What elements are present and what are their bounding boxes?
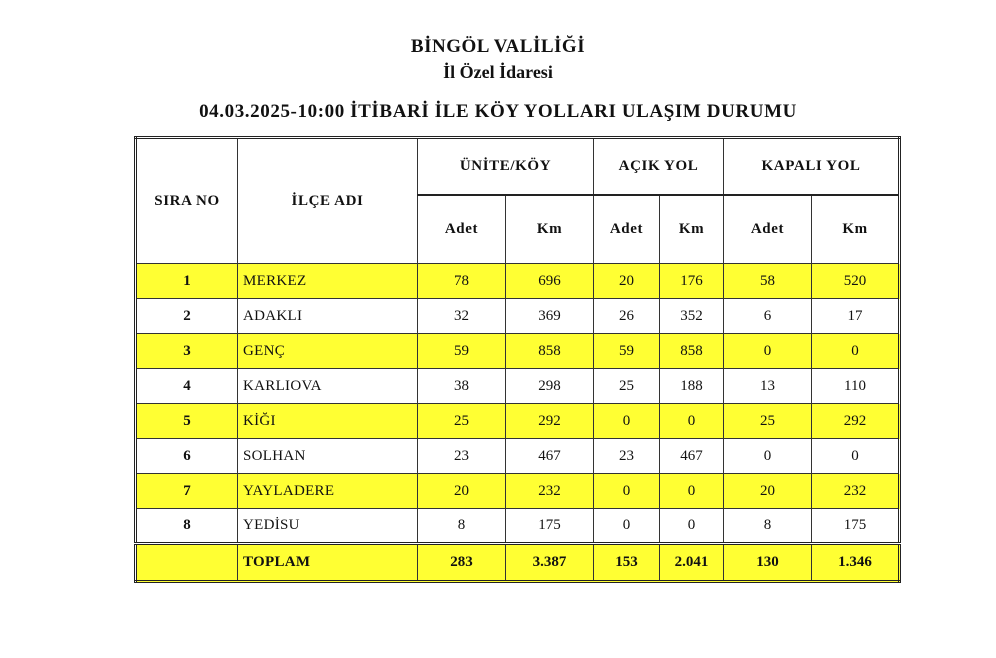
cell-total-sira-empty: [136, 544, 238, 582]
cell-kapali-adet: 6: [724, 299, 812, 334]
cell-kapali-km: 232: [812, 474, 900, 509]
cell-acik-adet: 20: [594, 264, 660, 299]
cell-unite-km: 467: [506, 439, 594, 474]
cell-kapali-km: 0: [812, 334, 900, 369]
cell-sira: 5: [136, 404, 238, 439]
cell-unite-adet: 78: [418, 264, 506, 299]
cell-unite-km: 858: [506, 334, 594, 369]
header-kapali-yol: KAPALI YOL: [724, 138, 900, 195]
cell-sira: 1: [136, 264, 238, 299]
cell-total-kapali-km: 1.346: [812, 544, 900, 582]
cell-ilce: KİĞI: [238, 404, 418, 439]
cell-unite-adet: 59: [418, 334, 506, 369]
cell-acik-adet: 25: [594, 369, 660, 404]
cell-ilce: SOLHAN: [238, 439, 418, 474]
cell-kapali-km: 520: [812, 264, 900, 299]
table-row: [136, 334, 900, 369]
cell-kapali-adet: 20: [724, 474, 812, 509]
cell-sira: 8: [136, 509, 238, 544]
table-row: [136, 404, 900, 439]
total-row: [136, 544, 900, 582]
cell-kapali-km: 110: [812, 369, 900, 404]
cell-ilce: GENÇ: [238, 334, 418, 369]
cell-kapali-km: 292: [812, 404, 900, 439]
cell-kapali-km: 17: [812, 299, 900, 334]
cell-sira: 6: [136, 439, 238, 474]
cell-unite-adet: 8: [418, 509, 506, 544]
cell-kapali-km: 175: [812, 509, 900, 544]
cell-unite-adet: 38: [418, 369, 506, 404]
cell-acik-adet: 59: [594, 334, 660, 369]
cell-acik-km: 0: [660, 509, 724, 544]
cell-ilce: YAYLADERE: [238, 474, 418, 509]
document-title: BİNGÖL VALİLİĞİ: [410, 36, 586, 57]
cell-unite-km: 175: [506, 509, 594, 544]
cell-unite-km: 232: [506, 474, 594, 509]
cell-total-unite-km: 3.387: [506, 544, 594, 582]
cell-acik-adet: 0: [594, 509, 660, 544]
cell-kapali-adet: 25: [724, 404, 812, 439]
cell-acik-km: 467: [660, 439, 724, 474]
cell-sira: 4: [136, 369, 238, 404]
cell-kapali-adet: 13: [724, 369, 812, 404]
subheader-acik-km: Km: [660, 195, 724, 264]
cell-unite-adet: 25: [418, 404, 506, 439]
cell-acik-adet: 23: [594, 439, 660, 474]
document-subtitle: İl Özel İdaresi: [443, 62, 553, 82]
cell-acik-km: 0: [660, 474, 724, 509]
cell-acik-km: 188: [660, 369, 724, 404]
report-title: 04.03.2025-10:00 İTİBARİ İLE KÖY YOLLARI ULAŞIM DURUMU: [199, 101, 797, 122]
cell-acik-km: 176: [660, 264, 724, 299]
subheader-unite-km: Km: [506, 195, 594, 264]
subheader-kapali-km: Km: [812, 195, 900, 264]
cell-unite-adet: 23: [418, 439, 506, 474]
cell-ilce: MERKEZ: [238, 264, 418, 299]
cell-sira: 7: [136, 474, 238, 509]
cell-unite-adet: 32: [418, 299, 506, 334]
cell-kapali-adet: 8: [724, 509, 812, 544]
cell-total-acik-adet: 153: [594, 544, 660, 582]
road-status-table: [134, 136, 901, 583]
cell-ilce: KARLIOVA: [238, 369, 418, 404]
cell-unite-adet: 20: [418, 474, 506, 509]
cell-kapali-adet: 0: [724, 439, 812, 474]
subheader-unite-adet: Adet: [418, 195, 506, 264]
cell-total-unite-adet: 283: [418, 544, 506, 582]
cell-unite-km: 292: [506, 404, 594, 439]
cell-unite-km: 369: [506, 299, 594, 334]
cell-sira: 2: [136, 299, 238, 334]
table-row: [136, 474, 900, 509]
cell-total-label: TOPLAM: [238, 544, 418, 582]
cell-kapali-adet: 0: [724, 334, 812, 369]
cell-acik-km: 352: [660, 299, 724, 334]
cell-total-kapali-adet: 130: [724, 544, 812, 582]
cell-kapali-adet: 58: [724, 264, 812, 299]
header-sira-no: SIRA NO: [136, 138, 238, 264]
subheader-kapali-adet: Adet: [724, 195, 812, 264]
header-unite-koy: ÜNİTE/KÖY: [418, 138, 594, 195]
cell-acik-km: 858: [660, 334, 724, 369]
cell-ilce: ADAKLI: [238, 299, 418, 334]
cell-ilce: YEDİSU: [238, 509, 418, 544]
cell-kapali-km: 0: [812, 439, 900, 474]
table-row: [136, 369, 900, 404]
header-ilce-adi: İLÇE ADI: [238, 138, 418, 264]
table-header-row: [136, 138, 900, 195]
table-row: [136, 299, 900, 334]
subheader-acik-adet: Adet: [594, 195, 660, 264]
table-row: [136, 509, 900, 544]
cell-acik-adet: 0: [594, 404, 660, 439]
header-acik-yol: AÇIK YOL: [594, 138, 724, 195]
cell-unite-km: 298: [506, 369, 594, 404]
cell-unite-km: 696: [506, 264, 594, 299]
cell-acik-adet: 0: [594, 474, 660, 509]
table-row: [136, 439, 900, 474]
cell-total-acik-km: 2.041: [660, 544, 724, 582]
cell-acik-adet: 26: [594, 299, 660, 334]
cell-acik-km: 0: [660, 404, 724, 439]
table-row: [136, 264, 900, 299]
cell-sira: 3: [136, 334, 238, 369]
